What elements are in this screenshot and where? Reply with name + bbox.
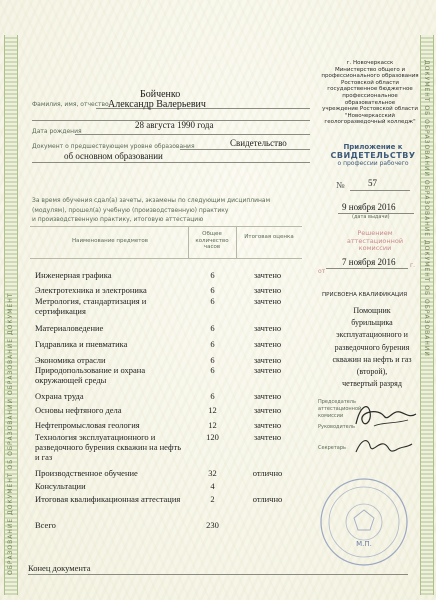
subject-name: Материаловедение (35, 323, 104, 333)
org-line: г. Новочеркасск (346, 60, 394, 66)
subject-name: Производственное обучение (35, 468, 138, 478)
subject-grade: зачтено (253, 323, 282, 333)
subject-grade: зачтено (253, 339, 282, 349)
table-divider-1 (188, 226, 189, 258)
chair-label: Председатель аттестационной комиссии (318, 399, 362, 419)
appendix-line-3: о профессии рабочего (337, 160, 409, 167)
decision-from: от (318, 268, 326, 275)
subject-hours: 32 (208, 468, 217, 478)
birth-date: 28 августа 1990 года (135, 120, 214, 130)
last-name: Бойченко (140, 89, 181, 100)
subject-name: Инженерная графика (35, 270, 112, 280)
subject-name: Экономика отрасли (35, 355, 106, 365)
qualification-label: ПРИСВОЕНА КВАЛИФИКАЦИЯ (322, 292, 408, 298)
issue-date-caption: (дата выдачи) (352, 214, 390, 220)
org-line: "Новочеркасский (345, 112, 395, 119)
subject-hours: 6 (210, 365, 215, 375)
qualification-line: Помощник (353, 306, 391, 315)
qualification-line: (второй), (356, 367, 388, 377)
subject-name: Нефтепромысловая геология (35, 420, 140, 430)
subject-hours: 12 (208, 405, 217, 415)
subject-grade: зачтено (253, 296, 282, 306)
header-grade: Итоговая оценка (244, 234, 294, 240)
prev-doc-underline-2 (32, 162, 310, 163)
header-hours: Общее количество часов (195, 231, 229, 250)
subject-hours: 6 (210, 339, 215, 349)
secretary-label: Секретарь (318, 445, 346, 451)
subject-hours: 6 (210, 323, 215, 333)
subject-hours: 6 (210, 285, 215, 295)
birth-label: Дата рождения (32, 128, 82, 135)
right-border-text: ДОКУМЕНТ ОБ ОБРАЗОВАНИИ ОБРАЗОВАНИЕ ДОКУМЕНТ ОБ ОБРАЗОВАНИИ (423, 60, 430, 357)
decision-year-suffix: г. (410, 262, 416, 269)
subject-name: Технология эксплуатационного и разведочного бурения скважин на нефть и газ (35, 432, 182, 462)
subject-name: Электротехника и электроника (35, 285, 147, 295)
subject-grade: зачтено (253, 270, 282, 280)
subject-name: Метрология, стандартизация и сертификация (35, 296, 147, 316)
subject-grade: зачтено (253, 420, 282, 430)
qualification-line: четвертый разряд (342, 379, 402, 389)
end-of-document: Конец документа (28, 563, 91, 573)
org-line: государственное бюджетное (327, 86, 413, 93)
left-border-text: ОБРАЗОВАНИЕ ДОКУМЕНТ ОБ ОБРАЗОВАНИИ ОБРАЗОВАНИЕ ДОКУМЕНТ (7, 292, 14, 575)
subject-hours: 6 (210, 355, 215, 365)
subject-name: Основы нефтяного дела (35, 405, 122, 415)
prev-doc-underline-1 (180, 149, 310, 150)
org-line: геологоразведочный колледж" (324, 119, 416, 126)
subject-name: Всего (35, 520, 56, 530)
end-underline (28, 574, 408, 575)
birth-underline (75, 134, 310, 135)
header-name: Наименование предметов (71, 238, 149, 244)
subject-name: Гидравлика и пневматика (35, 339, 128, 349)
table-top-rule (30, 226, 302, 227)
qualification-line: бурильщика (351, 318, 393, 328)
prev-doc-type: Свидетельство (230, 138, 287, 148)
director-label: Руководитель (318, 424, 355, 430)
org-line: профессионального образования (321, 73, 419, 80)
subject-grade: отлично (252, 468, 283, 478)
intro-line: (модулям), прошел(а) учебную (производственную) практику (32, 206, 229, 214)
subject-grade: зачтено (253, 391, 282, 401)
subject-hours: 6 (210, 391, 215, 401)
subject-grade: зачтено (253, 355, 282, 365)
org-line: профессиональное образовательное (342, 92, 398, 106)
subject-hours: 12 (208, 420, 217, 430)
subject-grade: отлично (252, 494, 283, 504)
subject-hours: 120 (206, 432, 219, 442)
first-middle-name: Александр Валерьевич (108, 99, 206, 110)
decision-date: 7 ноября 2016 (342, 257, 396, 267)
appendix-number: 57 (368, 178, 377, 188)
subject-hours: 6 (210, 270, 215, 280)
decision-underline (326, 268, 408, 269)
official-seal (318, 476, 410, 568)
subject-grade: зачтено (253, 432, 282, 442)
appendix-line-2: СВИДЕТЕЛЬСТВУ (330, 151, 416, 160)
issue-date: 9 ноября 2016 (342, 202, 396, 212)
subject-hours: 4 (210, 481, 215, 491)
prev-doc-level: об основном образовании (64, 151, 163, 161)
qualification-line: скважин на нефть и газ (332, 354, 412, 364)
subject-hours: 6 (210, 296, 215, 306)
subject-name: Природопользование и охрана окружающей среды (35, 365, 146, 385)
intro-line: За время обучения сдал(а) зачеты, экзамены по следующим дисциплинам (32, 197, 271, 204)
qualification-block (322, 305, 422, 390)
org-line: Министерство общего и (334, 66, 406, 73)
org-line: Ростовской области (341, 79, 399, 86)
subject-name: Итоговая квалификационная аттестация (35, 494, 181, 504)
organization-block (320, 60, 420, 126)
table-divider-2 (236, 226, 237, 258)
intro-line: и производственную практику, итоговую аттестацию (32, 216, 204, 223)
subject-name: Консультации (35, 481, 86, 491)
subject-grade: зачтено (253, 285, 282, 295)
table-header-rule (30, 258, 302, 259)
decision-label: Решением аттестационной комиссии (346, 229, 404, 252)
subject-grade: зачтено (253, 405, 282, 415)
qualification-line: эксплуатационного и (336, 330, 408, 340)
prev-doc-label: Документ о предшествующем уровне образования (32, 143, 195, 150)
qualification-line: разведочного бурения (334, 342, 410, 352)
seal-mp-text: М.П. (356, 540, 372, 548)
number-sign: № (336, 180, 345, 190)
subject-hours: 2 (210, 494, 215, 504)
fio-label: Фамилия, имя, отчество (32, 101, 109, 108)
subject-grade: зачтено (253, 365, 282, 375)
subject-name: Охрана труда (35, 391, 84, 401)
appendix-line-1: Приложение к (343, 143, 403, 151)
org-line: учреждение Ростовской области (322, 106, 418, 113)
chair-signature (350, 398, 420, 432)
intro-text (32, 196, 270, 225)
secretary-signature (352, 432, 416, 460)
appendix-title (328, 143, 418, 167)
subject-hours: 230 (206, 520, 219, 530)
number-underline (350, 190, 410, 191)
